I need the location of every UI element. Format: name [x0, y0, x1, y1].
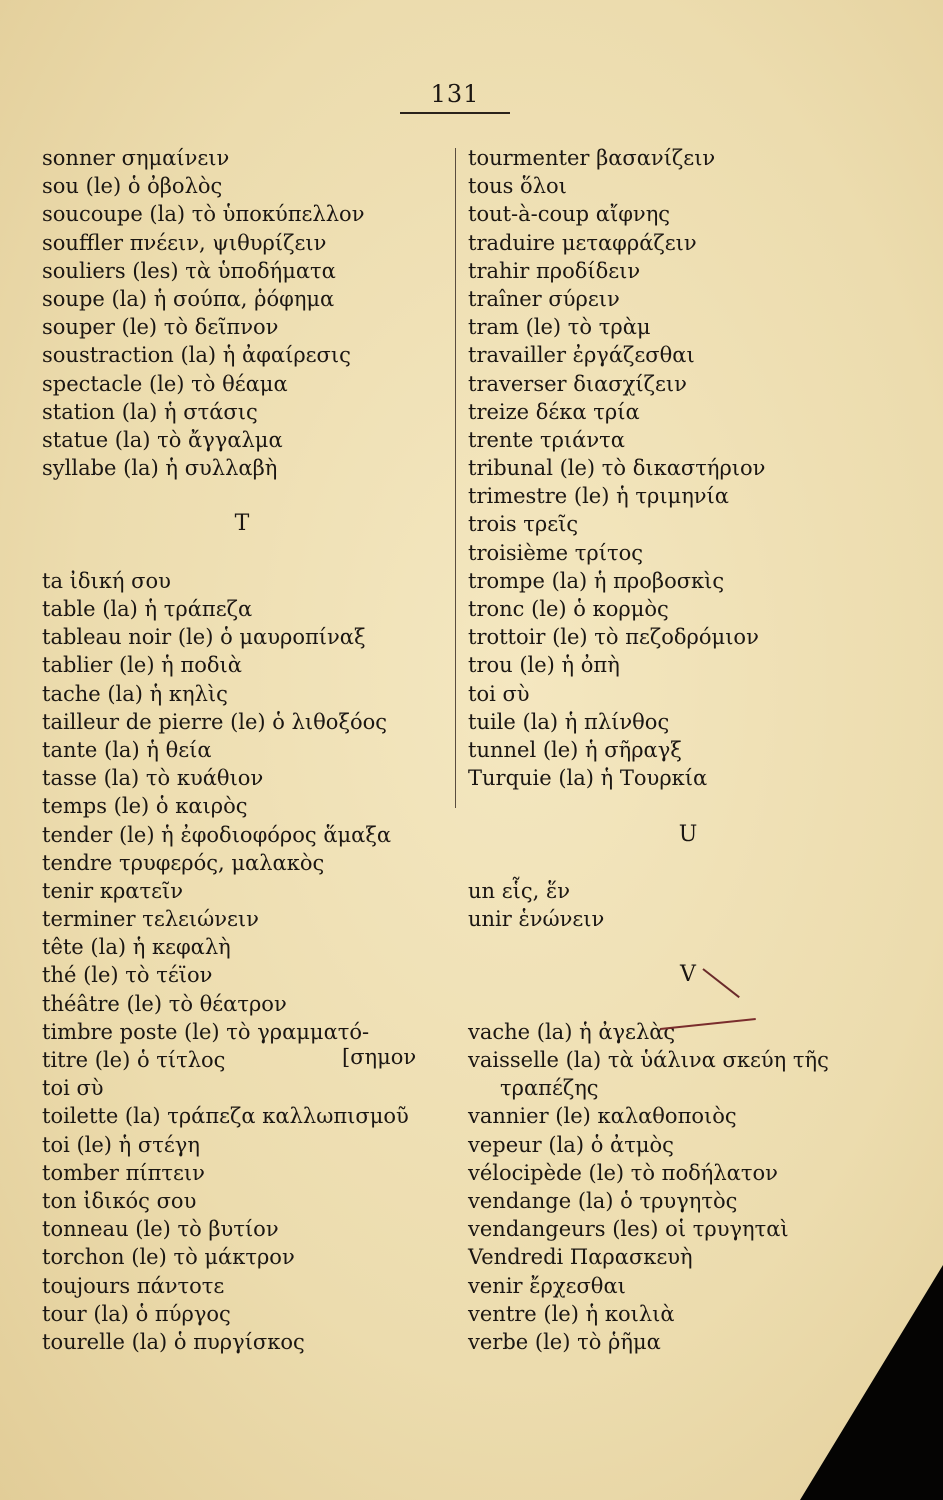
dictionary-entry: trahir προδίδειν [468, 258, 641, 283]
dictionary-entry: troisième τρίτος [468, 540, 643, 565]
dictionary-entry: spectacle (le) τὸ θέαμα [42, 371, 288, 396]
spacer [468, 990, 908, 1018]
spacer [42, 539, 442, 567]
dictionary-entry: tache (la) ἡ κηλὶς [42, 681, 228, 706]
dictionary-entry: tête (la) ἡ κεφαλὴ [42, 935, 231, 960]
dictionary-entry: venir ἔρχεσθαι [468, 1273, 626, 1298]
dictionary-entry: vepeur (la) ὁ ἀτμὸς [468, 1132, 674, 1157]
dictionary-entry: sou (le) ὁ ὀβολὸς [42, 174, 223, 199]
dictionary-entry: tenir κρατεῖν [42, 878, 183, 903]
page-number: 131 [430, 80, 480, 108]
dictionary-entry: titre (le) ὁ τίτλος [42, 1048, 226, 1072]
dictionary-entry: Vendredi Παρασκευὴ [468, 1245, 693, 1270]
dictionary-entry: tablier (le) ἡ ποδιὰ [42, 653, 242, 678]
dictionary-entry: théâtre (le) τὸ θέατρον [42, 991, 287, 1016]
dictionary-entry: temps (le) ὁ καιρὸς [42, 794, 248, 819]
dictionary-entry: table (la) ἡ τράπεζα [42, 597, 253, 621]
dictionary-entry: vendangeurs (les) οἱ τρυγηταὶ [468, 1217, 789, 1242]
dictionary-entry: tourelle (la) ὁ πυργίσκος [42, 1329, 305, 1354]
dictionary-entry: verbe (le) τὸ ῥῆμα [468, 1329, 661, 1354]
dictionary-entry: trou (le) ἡ ὀπὴ [468, 653, 620, 678]
dictionary-entry: trompe (la) ἡ προβοσκὶς [468, 568, 725, 593]
dictionary-entry: souper (le) τὸ δεῖπνον [42, 315, 279, 340]
dictionary-entry: timbre poste (le) τὸ γραμματό- [42, 1019, 370, 1044]
dictionary-entry: sonner σημαίνειν [42, 146, 230, 170]
dictionary-entry: tunnel (le) ἡ σῆραγξ [468, 737, 682, 762]
dictionary-entry: travailler ἐργάζεσθαι [468, 343, 695, 368]
dictionary-entry: vendange (la) ὁ τρυγητὸς [468, 1188, 738, 1213]
dictionary-entry: tableau noir (le) ὁ μαυροπίναξ [42, 625, 366, 650]
dictionary-entry: tout-à-coup αἴφνης [468, 202, 671, 227]
dictionary-entry: vache (la) ἡ ἀγελὰς [468, 1019, 676, 1044]
spacer [42, 482, 442, 510]
dictionary-entry: tonneau (le) τὸ βυτίον [42, 1217, 279, 1242]
dictionary-entry: un εἷς, ἕν [468, 878, 570, 903]
dictionary-entry: Turquie (la) ἡ Τουρκία [468, 766, 708, 791]
dictionary-entry: toi σὺ [468, 681, 530, 706]
section-letter: V [680, 962, 696, 988]
dictionary-entry: toi (le) ἡ στέγη [42, 1132, 200, 1157]
dictionary-entry: ventre (le) ἡ κοιλιὰ [468, 1301, 675, 1326]
dictionary-entry: soupe (la) ἡ σούπα, ῥόφημα [42, 286, 335, 311]
dictionary-entry: toilette (la) τράπεζα καλλωπισμοῦ [42, 1104, 409, 1129]
section-letter: T [234, 511, 250, 537]
dictionary-entry: tronc (le) ὁ κορμὸς [468, 597, 669, 621]
column-divider [455, 148, 456, 808]
dictionary-entry: toi σὺ [42, 1076, 104, 1101]
dictionary-entry: tribunal (le) τὸ δικαστήριον [468, 456, 766, 481]
dictionary-entry: tante (la) ἡ θεία [42, 737, 212, 762]
page-number-rule [400, 112, 510, 114]
dictionary-entry: ton ἰδικός σου [42, 1188, 197, 1213]
dictionary-entry: tendre τρυφερός, μαλακὸς [42, 850, 325, 875]
dictionary-entry: torchon (le) τὸ μάκτρον [42, 1245, 295, 1270]
dictionary-entry: tram (le) τὸ τρὰμ [468, 315, 651, 340]
dictionary-entry: unir ἑνώνειν [468, 907, 605, 932]
dictionary-entry: tour (la) ὁ πύργος [42, 1301, 231, 1326]
dictionary-entry: traîner σύρειν [468, 286, 620, 311]
dictionary-entry: toujours πάντοτε [42, 1273, 225, 1298]
dictionary-entry: trente τριάντα [468, 427, 625, 452]
dictionary-entry: trimestre (le) ἡ τριμηνία [468, 484, 729, 509]
dictionary-entry: trottoir (le) τὸ πεζοδρόμιον [468, 625, 759, 650]
dictionary-entry: tasse (la) τὸ κυάθιον [42, 766, 264, 791]
dictionary-entry: syllabe (la) ἡ συλλαβὴ [42, 456, 278, 481]
dictionary-entry: tomber πίπτειν [42, 1160, 205, 1185]
spacer [468, 933, 908, 961]
dictionary-entry: soustraction (la) ἡ ἀφαίρεσις [42, 343, 351, 368]
dictionary-entry: vaisselle (la) τὰ ὑάλινα σκεύη τῆς [468, 1048, 829, 1072]
spacer [468, 792, 908, 820]
dictionary-entry: tous ὅλοι [468, 174, 567, 199]
dictionary-entry: souliers (les) τὰ ὑποδήματα [42, 258, 336, 283]
dictionary-entry: thé (le) τὸ τέϊον [42, 963, 213, 988]
dictionary-entry: traverser διασχίζειν [468, 371, 687, 396]
dictionary-entry: soucoupe (la) τὸ ὑποκύπελλον [42, 202, 365, 227]
hyphenation-continuation: [σημον [342, 1045, 417, 1069]
right-column [468, 144, 908, 1356]
left-column [42, 144, 442, 1356]
dictionary-entry-continuation: τραπέζης [500, 1076, 599, 1101]
dictionary-entry: tailleur de pierre (le) ὁ λιθοξόος [42, 709, 388, 734]
dictionary-entry: souffler πνέειν, ψιθυρίζειν [42, 230, 327, 255]
dictionary-entry: statue (la) τὸ ἄγγαλμα [42, 427, 283, 452]
section-letter: U [678, 821, 698, 847]
dictionary-entry: terminer τελειώνειν [42, 907, 259, 932]
dictionary-entry: traduire μεταφράζειν [468, 230, 697, 255]
dictionary-entry: tuile (la) ἡ πλίνθος [468, 709, 670, 734]
dictionary-entry: trois τρεῖς [468, 512, 579, 537]
dictionary-entry: vélocipède (le) τὸ ποδήλατον [468, 1160, 778, 1185]
dictionary-entry: treize δέκα τρία [468, 399, 640, 424]
dictionary-entry: tender (le) ἡ ἐφοδιοφόρος ἅμαξα [42, 822, 392, 847]
dictionary-entry: ta ἰδική σου [42, 568, 171, 593]
dictionary-entry: tourmenter βασανίζειν [468, 146, 716, 170]
torn-corner [800, 1265, 943, 1500]
dictionary-entry: station (la) ἡ στάσις [42, 399, 258, 424]
spacer [468, 849, 908, 877]
dictionary-entry: vannier (le) καλαθοποιὸς [468, 1104, 737, 1129]
